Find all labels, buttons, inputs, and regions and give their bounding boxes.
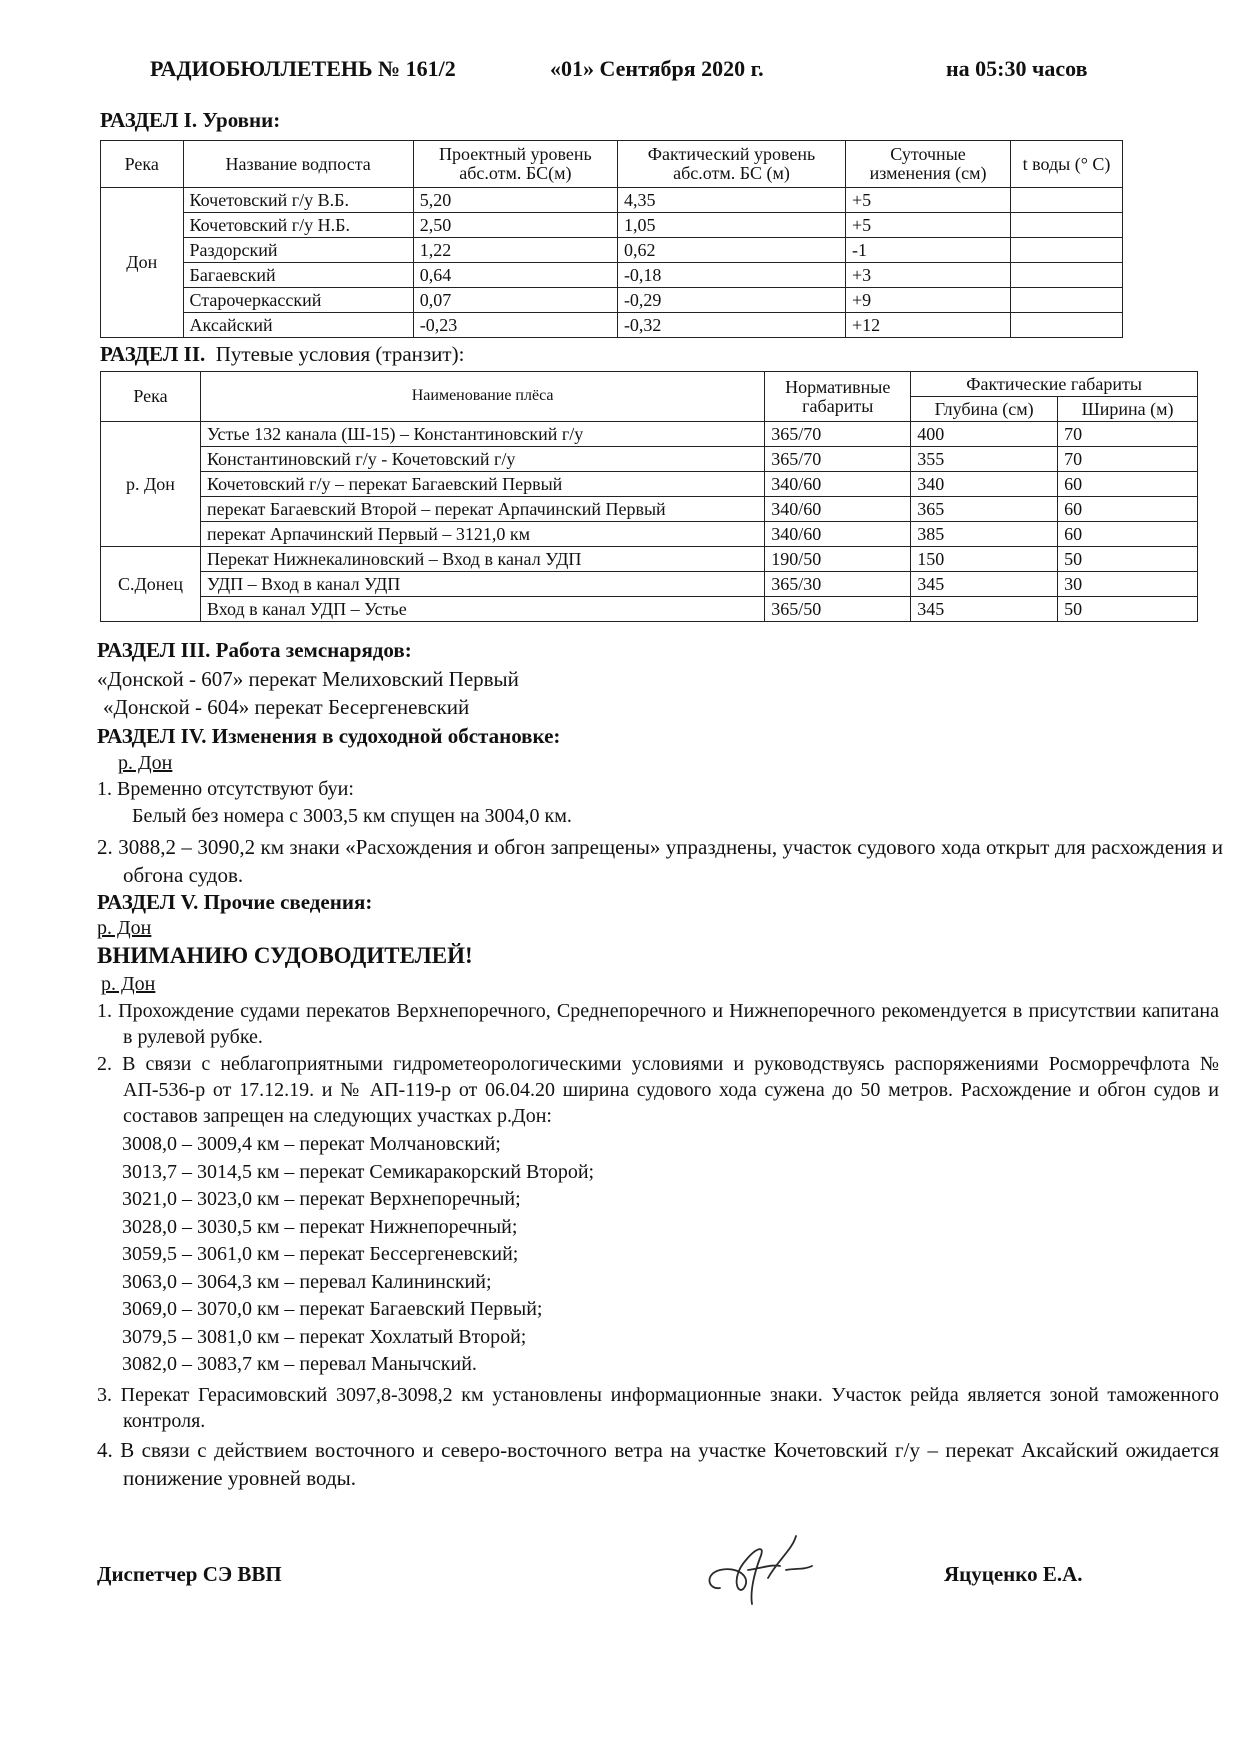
fact-level: -0,18 xyxy=(617,263,845,288)
table-row xyxy=(101,263,1123,288)
bulletin-date: «01» Сентября 2020 г. xyxy=(550,56,764,81)
levels-river-cell: Дон xyxy=(101,188,184,338)
section4-title xyxy=(97,724,560,749)
section2-title xyxy=(100,342,464,367)
transit-col-actual: Фактические габариты xyxy=(911,372,1198,397)
project-level: 0,64 xyxy=(413,263,617,288)
water-temp xyxy=(1011,313,1123,338)
post-name: Кочетовский г/у В.Б. xyxy=(183,188,413,213)
table-row xyxy=(101,313,1123,338)
attention-item-1: 1. Прохождение судами перекатов Верхнепоречного, Среднепоречного и Нижнепоречного рекомендуется в присутствии капитана в рулевой рубке. xyxy=(97,1000,1219,1048)
normative-dims: 340/60 xyxy=(765,497,911,522)
normative-dims: 340/60 xyxy=(765,522,911,547)
table-row xyxy=(101,238,1123,263)
levels-col-change: Суточные изменения (см) xyxy=(846,141,1011,188)
fact-level: 0,62 xyxy=(617,238,845,263)
project-level: 0,07 xyxy=(413,288,617,313)
section4-item-1-detail: Белый без номера с 3003,5 км спущен на 3004,0 км. xyxy=(132,805,572,827)
attention-item-4: 4. В связи с действием восточного и северо-восточного ветра на участке Кочетовский г/у – перекат Аксайский ожидается понижение уровней воды. xyxy=(97,1438,1219,1490)
daily-change: -1 xyxy=(846,238,1011,263)
actual-width: 70 xyxy=(1058,422,1198,447)
table-row xyxy=(101,522,1198,547)
list-item: 3021,0 – 3023,0 км – перекат Верхнепоречный; xyxy=(122,1188,521,1210)
levels-col-temp: t воды (° С) xyxy=(1011,141,1123,188)
transit-header-row xyxy=(101,372,1198,397)
actual-width: 60 xyxy=(1058,497,1198,522)
attention-river: р. Дон xyxy=(101,973,156,995)
actual-width: 30 xyxy=(1058,572,1198,597)
section1-title-text: РАЗДЕЛ I. Уровни: xyxy=(100,108,281,132)
bulletin-header xyxy=(150,56,1120,90)
section4-title-text: РАЗДЕЛ IV. Изменения в судоходной обстановке: xyxy=(97,724,561,748)
section5-river: р. Дон xyxy=(97,917,152,939)
daily-change: +3 xyxy=(846,263,1011,288)
actual-depth: 355 xyxy=(911,447,1058,472)
water-temp xyxy=(1011,213,1123,238)
signature-image xyxy=(700,1530,830,1610)
actual-depth: 365 xyxy=(911,497,1058,522)
transit-river-cell: р. Дон xyxy=(101,422,201,547)
reach-name: УДП – Вход в канал УДП xyxy=(200,572,764,597)
project-level: 5,20 xyxy=(413,188,617,213)
restricted-sections-list xyxy=(122,1131,594,1379)
project-level: 2,50 xyxy=(413,213,617,238)
normative-dims: 365/70 xyxy=(765,447,911,472)
reach-name: Кочетовский г/у – перекат Багаевский Первый xyxy=(200,472,764,497)
transit-col-depth: Глубина (см) xyxy=(911,397,1058,422)
attention-title: ВНИМАНИЮ СУДОВОДИТЕЛЕЙ! xyxy=(97,943,473,968)
section4-item-1: 1. Временно отсутствуют буи: xyxy=(97,778,354,800)
water-temp xyxy=(1011,263,1123,288)
normative-dims: 190/50 xyxy=(765,547,911,572)
table-row xyxy=(101,422,1198,447)
levels-col-post: Название водпоста xyxy=(183,141,413,188)
table-row xyxy=(101,572,1198,597)
section5-title-text: РАЗДЕЛ V. Прочие сведения: xyxy=(97,890,373,914)
actual-width: 60 xyxy=(1058,522,1198,547)
actual-width: 50 xyxy=(1058,597,1198,622)
actual-width: 70 xyxy=(1058,447,1198,472)
signatory-name: Яцуценко Е.А. xyxy=(944,1562,1083,1586)
project-level: -0,23 xyxy=(413,313,617,338)
reach-name: Константиновский г/у - Кочетовский г/у xyxy=(200,447,764,472)
reach-name: перекат Багаевский Второй – перекат Арпачинский Первый xyxy=(200,497,764,522)
reach-name: Вход в канал УДП – Устье xyxy=(200,597,764,622)
attention-item-2: 2. В связи с неблагоприятными гидрометеорологическими условиями и руководствуясь распоряжениями Росморречфлота № АП-536-р от 17.12.19. и № АП-119-р от 06.04.20 ширина судового хода сужена до 50 метров. Расхождение и обгон судов и составов запрещен на следующих участках р.Дон: xyxy=(97,1053,1219,1127)
actual-width: 60 xyxy=(1058,472,1198,497)
transit-col-reach: Наименование плёса xyxy=(200,372,764,422)
levels-header-row xyxy=(101,141,1123,188)
post-name: Аксайский xyxy=(183,313,413,338)
actual-depth: 385 xyxy=(911,522,1058,547)
table-row xyxy=(101,447,1198,472)
fact-level: 4,35 xyxy=(617,188,845,213)
transit-col-normative: Нормативные габариты xyxy=(765,372,911,422)
section4-item-2: 2. 3088,2 – 3090,2 км знаки «Расхождения и обгон запрещены» упразднены, участок судового хода открыт для расхождения и обгона судов. xyxy=(97,835,1223,887)
table-row xyxy=(101,188,1123,213)
list-item: 3059,5 – 3061,0 км – перекат Бессергеневский; xyxy=(122,1243,519,1265)
post-name: Багаевский xyxy=(183,263,413,288)
water-temp xyxy=(1011,188,1123,213)
water-temp xyxy=(1011,238,1123,263)
section3-title xyxy=(97,638,412,663)
actual-depth: 150 xyxy=(911,547,1058,572)
list-item: 3008,0 – 3009,4 км – перекат Молчановский; xyxy=(122,1133,501,1155)
actual-depth: 400 xyxy=(911,422,1058,447)
dredger-line-2: «Донской - 604» перекат Бесергеневский xyxy=(103,695,470,719)
section1-title xyxy=(100,108,280,133)
levels-col-river: Река xyxy=(101,141,184,188)
list-item: 3079,5 – 3081,0 км – перекат Хохлатый Второй; xyxy=(122,1325,527,1348)
section5-title xyxy=(97,890,372,915)
section2-title-rest: Путевые условия (транзит): xyxy=(215,342,465,366)
bulletin-title: РАДИОБЮЛЛЕТЕНЬ № 161/2 xyxy=(150,56,456,81)
daily-change: +9 xyxy=(846,288,1011,313)
project-level: 1,22 xyxy=(413,238,617,263)
list-item: 3013,7 – 3014,5 км – перекат Семикаракорский Второй; xyxy=(122,1160,595,1183)
normative-dims: 365/50 xyxy=(765,597,911,622)
water-temp xyxy=(1011,288,1123,313)
levels-col-fact: Фактический уровень абс.отм. БС (м) xyxy=(617,141,845,188)
fact-level: 1,05 xyxy=(617,213,845,238)
normative-dims: 365/70 xyxy=(765,422,911,447)
dispatcher-label: Диспетчер СЭ ВВП xyxy=(97,1562,282,1586)
transit-col-width: Ширина (м) xyxy=(1058,397,1198,422)
table-row xyxy=(101,472,1198,497)
post-name: Кочетовский г/у Н.Б. xyxy=(183,213,413,238)
bulletin-time: на 05:30 часов xyxy=(946,56,1088,81)
list-item: 3028,0 – 3030,5 км – перекат Нижнепоречный; xyxy=(122,1215,518,1238)
section2-title-bold: РАЗДЕЛ II. xyxy=(100,342,206,366)
actual-depth: 340 xyxy=(911,472,1058,497)
daily-change: +5 xyxy=(846,188,1011,213)
actual-depth: 345 xyxy=(911,597,1058,622)
section3-title-text: РАЗДЕЛ III. Работа земснарядов: xyxy=(97,638,412,662)
actual-depth: 345 xyxy=(911,572,1058,597)
transit-table xyxy=(100,371,1198,622)
transit-river-cell: С.Донец xyxy=(101,547,201,622)
table-row xyxy=(101,597,1198,622)
list-item: 3082,0 – 3083,7 км – перевал Манычский. xyxy=(122,1353,477,1375)
daily-change: +12 xyxy=(846,313,1011,338)
reach-name: перекат Арпачинский Первый – 3121,0 км xyxy=(200,522,764,547)
list-item: 3063,0 – 3064,3 км – перевал Калининский; xyxy=(122,1270,492,1293)
levels-col-project: Проектный уровень абс.отм. БС(м) xyxy=(413,141,617,188)
table-row xyxy=(101,497,1198,522)
attention-item-3: 3. Перекат Герасимовский 3097,8-3098,2 км установлены информационные знаки. Участок рейда является зоной таможенного контроля. xyxy=(97,1384,1219,1432)
section4-river: р. Дон xyxy=(118,752,173,774)
list-item: 3069,0 – 3070,0 км – перекат Багаевский Первый; xyxy=(122,1298,543,1320)
normative-dims: 365/30 xyxy=(765,572,911,597)
reach-name: Перекат Нижнекалиновский – Вход в канал УДП xyxy=(200,547,764,572)
reach-name: Устье 132 канала (Ш-15) – Константиновский г/у xyxy=(200,422,764,447)
fact-level: -0,29 xyxy=(617,288,845,313)
daily-change: +5 xyxy=(846,213,1011,238)
dredger-line-1: «Донской - 607» перекат Мелиховский Первый xyxy=(97,667,519,691)
post-name: Раздорский xyxy=(183,238,413,263)
transit-col-river: Река xyxy=(101,372,201,422)
table-row xyxy=(101,547,1198,572)
levels-table xyxy=(100,140,1123,338)
post-name: Старочеркасский xyxy=(183,288,413,313)
fact-level: -0,32 xyxy=(617,313,845,338)
table-row xyxy=(101,288,1123,313)
table-row xyxy=(101,213,1123,238)
actual-width: 50 xyxy=(1058,547,1198,572)
normative-dims: 340/60 xyxy=(765,472,911,497)
